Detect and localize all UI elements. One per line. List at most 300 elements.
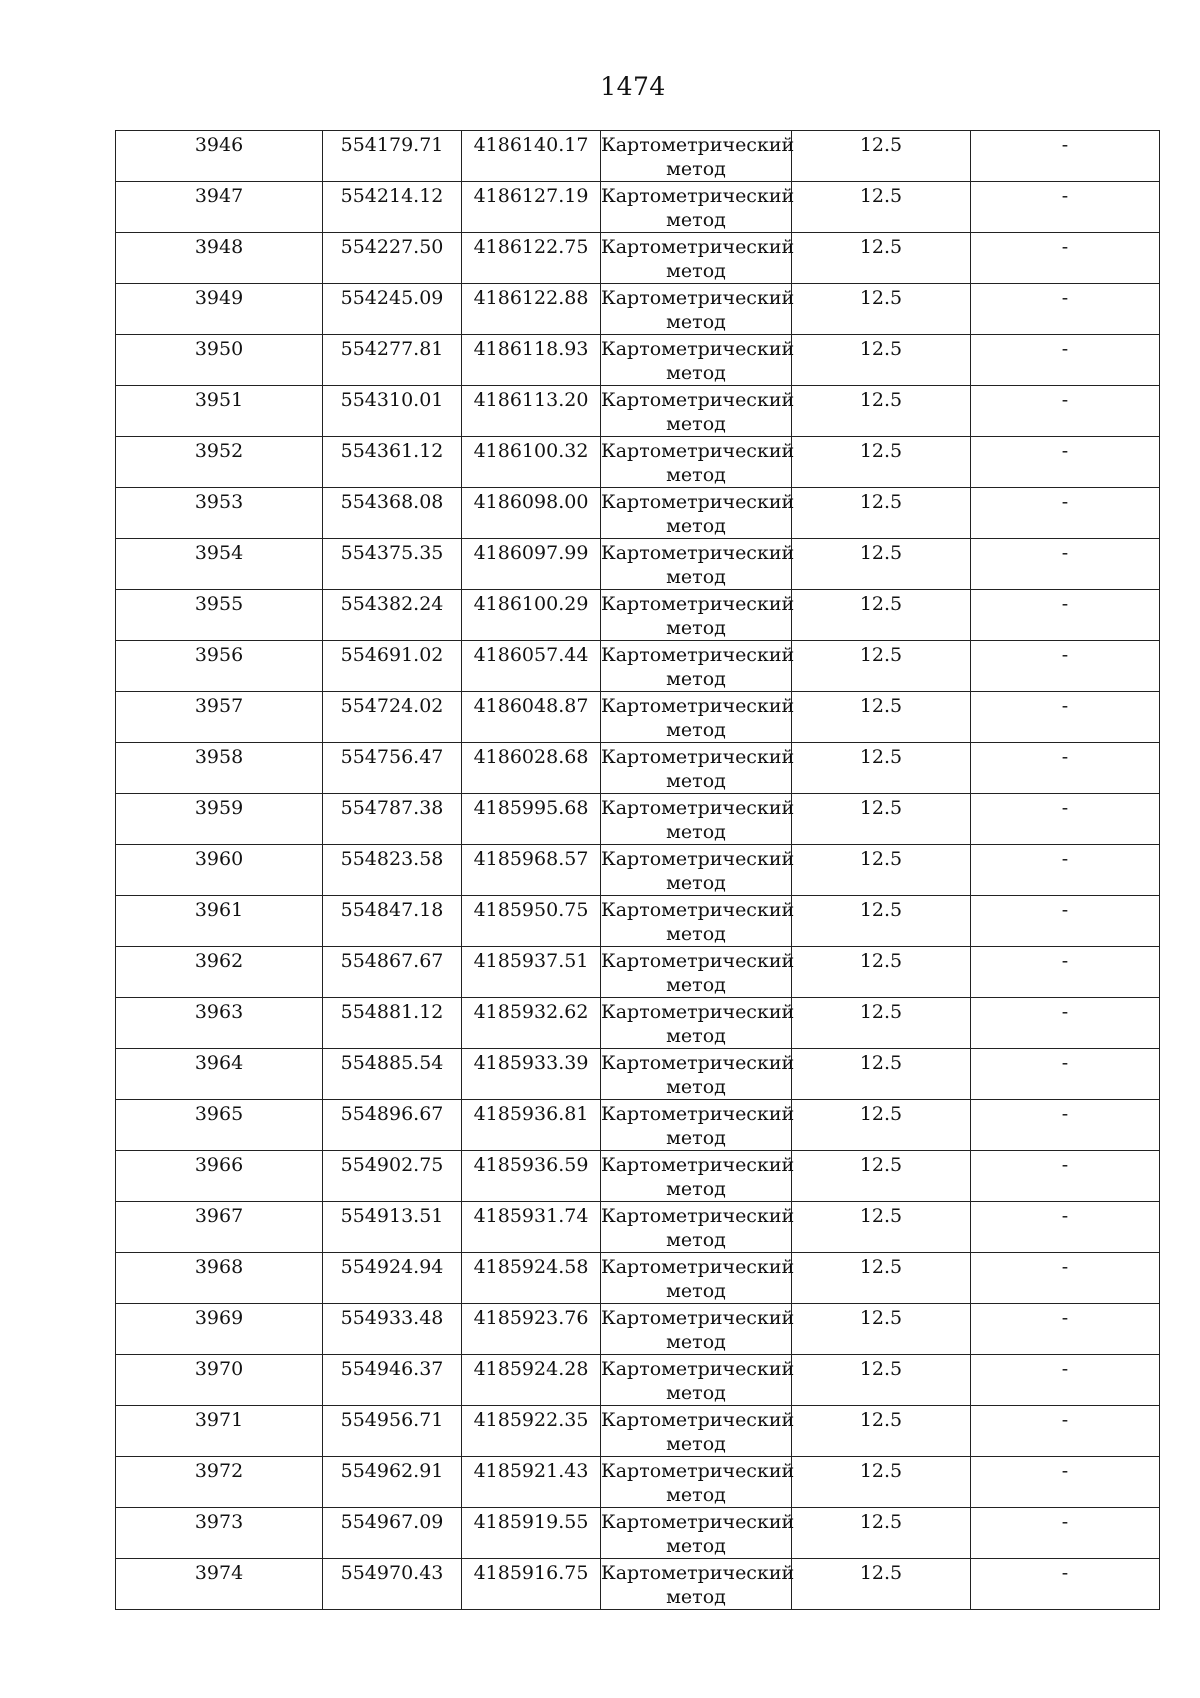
method-text bbox=[601, 1100, 795, 1150]
method-line-2: метод bbox=[666, 668, 726, 690]
y-coordinate: 4185924.58 bbox=[473, 1256, 589, 1278]
y-coordinate: 4185916.75 bbox=[473, 1562, 589, 1584]
y-coordinate: 4186122.88 bbox=[473, 287, 589, 309]
method-text bbox=[601, 1406, 795, 1456]
accuracy-cell bbox=[792, 1406, 971, 1457]
method-cell bbox=[601, 1457, 795, 1508]
accuracy-value: 12.5 bbox=[859, 797, 903, 819]
point-number: 3970 bbox=[194, 1358, 244, 1380]
x-coordinate: 554179.71 bbox=[340, 134, 444, 156]
note-value: - bbox=[1061, 491, 1069, 513]
point-number-cell bbox=[116, 335, 323, 386]
y-coordinate-cell bbox=[462, 335, 601, 386]
point-number: 3955 bbox=[194, 593, 244, 615]
method-cell bbox=[601, 845, 795, 896]
method-line-2: метод bbox=[666, 1535, 726, 1557]
method-line-2: метод bbox=[666, 209, 726, 231]
note-cell bbox=[971, 1406, 1160, 1457]
note-cell bbox=[971, 1304, 1160, 1355]
point-number: 3965 bbox=[194, 1103, 244, 1125]
accuracy-cell bbox=[792, 539, 971, 590]
x-coordinate-cell bbox=[323, 1151, 462, 1202]
method-line-2: метод bbox=[666, 1025, 726, 1047]
note-value: - bbox=[1061, 644, 1069, 666]
method-line-1: Картометрический bbox=[601, 491, 795, 513]
accuracy-value: 12.5 bbox=[859, 1001, 903, 1023]
y-coordinate: 4185921.43 bbox=[473, 1460, 589, 1482]
method-line-1: Картометрический bbox=[601, 389, 795, 411]
note-cell bbox=[971, 1202, 1160, 1253]
point-number-cell bbox=[116, 1202, 323, 1253]
method-line-1: Картометрический bbox=[601, 848, 795, 870]
accuracy-cell bbox=[792, 692, 971, 743]
note-value: - bbox=[1061, 1205, 1069, 1227]
note-value: - bbox=[1061, 1052, 1069, 1074]
table-row bbox=[116, 590, 1160, 641]
method-text bbox=[601, 233, 795, 283]
accuracy-value: 12.5 bbox=[859, 644, 903, 666]
accuracy-cell bbox=[792, 743, 971, 794]
table-row bbox=[116, 1253, 1160, 1304]
note-cell bbox=[971, 998, 1160, 1049]
note-value: - bbox=[1061, 797, 1069, 819]
accuracy-value: 12.5 bbox=[859, 1511, 903, 1533]
point-number: 3972 bbox=[194, 1460, 244, 1482]
accuracy-value: 12.5 bbox=[859, 134, 903, 156]
x-coordinate: 554756.47 bbox=[340, 746, 444, 768]
table-row bbox=[116, 284, 1160, 335]
method-line-2: метод bbox=[666, 770, 726, 792]
accuracy-cell bbox=[792, 1457, 971, 1508]
note-value: - bbox=[1061, 1460, 1069, 1482]
method-cell bbox=[601, 386, 795, 437]
table-row bbox=[116, 233, 1160, 284]
note-cell bbox=[971, 1049, 1160, 1100]
method-line-2: метод bbox=[666, 1484, 726, 1506]
method-cell bbox=[601, 794, 795, 845]
method-text bbox=[601, 386, 795, 436]
point-number: 3974 bbox=[194, 1562, 244, 1584]
method-text bbox=[601, 998, 795, 1048]
table-row bbox=[116, 1508, 1160, 1559]
method-cell bbox=[601, 947, 795, 998]
method-text bbox=[601, 488, 795, 538]
y-coordinate: 4186057.44 bbox=[473, 644, 589, 666]
method-line-1: Картометрический bbox=[601, 1154, 795, 1176]
point-number: 3953 bbox=[194, 491, 244, 513]
note-value: - bbox=[1061, 1358, 1069, 1380]
table-row bbox=[116, 1100, 1160, 1151]
table-row bbox=[116, 335, 1160, 386]
method-cell bbox=[601, 1049, 795, 1100]
note-value: - bbox=[1061, 1307, 1069, 1329]
note-cell bbox=[971, 947, 1160, 998]
method-line-2: метод bbox=[666, 362, 726, 384]
note-value: - bbox=[1061, 746, 1069, 768]
y-coordinate-cell bbox=[462, 743, 601, 794]
point-number-cell bbox=[116, 794, 323, 845]
accuracy-cell bbox=[792, 1202, 971, 1253]
table-row bbox=[116, 488, 1160, 539]
method-cell bbox=[601, 539, 795, 590]
y-coordinate-cell bbox=[462, 1508, 601, 1559]
x-coordinate: 554962.91 bbox=[340, 1460, 444, 1482]
note-value: - bbox=[1061, 338, 1069, 360]
table-row bbox=[116, 539, 1160, 590]
accuracy-value: 12.5 bbox=[859, 593, 903, 615]
method-text bbox=[601, 1151, 795, 1201]
accuracy-cell bbox=[792, 233, 971, 284]
note-cell bbox=[971, 131, 1160, 182]
y-coordinate-cell bbox=[462, 1151, 601, 1202]
method-text bbox=[601, 131, 795, 181]
point-number-cell bbox=[116, 1100, 323, 1151]
table-row bbox=[116, 947, 1160, 998]
note-value: - bbox=[1061, 134, 1069, 156]
method-line-1: Картометрический bbox=[601, 1307, 795, 1329]
method-text bbox=[601, 641, 795, 691]
note-value: - bbox=[1061, 593, 1069, 615]
y-coordinate-cell bbox=[462, 947, 601, 998]
point-number: 3949 bbox=[194, 287, 244, 309]
table-row bbox=[116, 794, 1160, 845]
method-line-2: метод bbox=[666, 464, 726, 486]
point-number-cell bbox=[116, 284, 323, 335]
accuracy-value: 12.5 bbox=[859, 491, 903, 513]
x-coordinate: 554924.94 bbox=[340, 1256, 444, 1278]
method-line-2: метод bbox=[666, 1433, 726, 1455]
method-text bbox=[601, 896, 795, 946]
method-cell bbox=[601, 1406, 795, 1457]
x-coordinate-cell bbox=[323, 1202, 462, 1253]
method-line-2: метод bbox=[666, 515, 726, 537]
accuracy-value: 12.5 bbox=[859, 236, 903, 258]
x-coordinate: 554277.81 bbox=[340, 338, 444, 360]
y-coordinate: 4185950.75 bbox=[473, 899, 589, 921]
point-number-cell bbox=[116, 1151, 323, 1202]
note-cell bbox=[971, 692, 1160, 743]
point-number-cell bbox=[116, 131, 323, 182]
method-cell bbox=[601, 743, 795, 794]
note-value: - bbox=[1061, 236, 1069, 258]
note-cell bbox=[971, 590, 1160, 641]
point-number: 3964 bbox=[194, 1052, 244, 1074]
method-line-2: метод bbox=[666, 566, 726, 588]
method-cell bbox=[601, 1508, 795, 1559]
note-value: - bbox=[1061, 440, 1069, 462]
method-line-1: Картометрический bbox=[601, 797, 795, 819]
y-coordinate: 4185919.55 bbox=[473, 1511, 589, 1533]
point-number: 3961 bbox=[194, 899, 244, 921]
method-text bbox=[601, 590, 795, 640]
y-coordinate: 4186100.32 bbox=[473, 440, 589, 462]
note-cell bbox=[971, 1151, 1160, 1202]
y-coordinate-cell bbox=[462, 386, 601, 437]
y-coordinate: 4186100.29 bbox=[473, 593, 589, 615]
x-coordinate: 554902.75 bbox=[340, 1154, 444, 1176]
method-line-2: метод bbox=[666, 1331, 726, 1353]
note-cell bbox=[971, 896, 1160, 947]
x-coordinate: 554691.02 bbox=[340, 644, 444, 666]
accuracy-value: 12.5 bbox=[859, 1562, 903, 1584]
table-row bbox=[116, 1559, 1160, 1610]
y-coordinate: 4185968.57 bbox=[473, 848, 589, 870]
method-line-2: метод bbox=[666, 719, 726, 741]
point-number-cell bbox=[116, 845, 323, 896]
accuracy-value: 12.5 bbox=[859, 1460, 903, 1482]
method-cell bbox=[601, 1100, 795, 1151]
accuracy-cell bbox=[792, 182, 971, 233]
y-coordinate-cell bbox=[462, 998, 601, 1049]
method-cell bbox=[601, 692, 795, 743]
x-coordinate: 554970.43 bbox=[340, 1562, 444, 1584]
y-coordinate-cell bbox=[462, 590, 601, 641]
accuracy-value: 12.5 bbox=[859, 1256, 903, 1278]
accuracy-cell bbox=[792, 284, 971, 335]
point-number: 3952 bbox=[194, 440, 244, 462]
note-value: - bbox=[1061, 1256, 1069, 1278]
y-coordinate-cell bbox=[462, 794, 601, 845]
x-coordinate: 554724.02 bbox=[340, 695, 444, 717]
point-number: 3966 bbox=[194, 1154, 244, 1176]
x-coordinate-cell bbox=[323, 1457, 462, 1508]
y-coordinate-cell bbox=[462, 437, 601, 488]
note-value: - bbox=[1061, 1154, 1069, 1176]
x-coordinate: 554896.67 bbox=[340, 1103, 444, 1125]
point-number: 3969 bbox=[194, 1307, 244, 1329]
x-coordinate: 554214.12 bbox=[340, 185, 444, 207]
note-cell bbox=[971, 743, 1160, 794]
note-cell bbox=[971, 335, 1160, 386]
x-coordinate-cell bbox=[323, 1304, 462, 1355]
method-text bbox=[601, 182, 795, 232]
method-text bbox=[601, 284, 795, 334]
method-line-2: метод bbox=[666, 158, 726, 180]
table-row bbox=[116, 182, 1160, 233]
method-line-1: Картометрический bbox=[601, 1103, 795, 1125]
x-coordinate-cell bbox=[323, 896, 462, 947]
method-line-1: Картометрический bbox=[601, 1205, 795, 1227]
x-coordinate-cell bbox=[323, 1355, 462, 1406]
point-number-cell bbox=[116, 1508, 323, 1559]
method-line-1: Картометрический bbox=[601, 1409, 795, 1431]
method-text bbox=[601, 1202, 795, 1252]
point-number: 3951 bbox=[194, 389, 244, 411]
point-number: 3968 bbox=[194, 1256, 244, 1278]
note-value: - bbox=[1061, 1409, 1069, 1431]
point-number-cell bbox=[116, 1355, 323, 1406]
y-coordinate-cell bbox=[462, 1100, 601, 1151]
x-coordinate-cell bbox=[323, 131, 462, 182]
point-number-cell bbox=[116, 233, 323, 284]
accuracy-value: 12.5 bbox=[859, 185, 903, 207]
accuracy-value: 12.5 bbox=[859, 389, 903, 411]
point-number-cell bbox=[116, 1304, 323, 1355]
x-coordinate: 554885.54 bbox=[340, 1052, 444, 1074]
accuracy-cell bbox=[792, 998, 971, 1049]
accuracy-cell bbox=[792, 386, 971, 437]
y-coordinate-cell bbox=[462, 1457, 601, 1508]
point-number: 3948 bbox=[194, 236, 244, 258]
accuracy-cell bbox=[792, 590, 971, 641]
method-cell bbox=[601, 896, 795, 947]
method-cell bbox=[601, 1355, 795, 1406]
x-coordinate-cell bbox=[323, 488, 462, 539]
note-cell bbox=[971, 182, 1160, 233]
x-coordinate-cell bbox=[323, 1406, 462, 1457]
note-cell bbox=[971, 1100, 1160, 1151]
y-coordinate: 4185937.51 bbox=[473, 950, 589, 972]
accuracy-cell bbox=[792, 641, 971, 692]
method-line-1: Картометрический bbox=[601, 695, 795, 717]
method-text bbox=[601, 1304, 795, 1354]
point-number-cell bbox=[116, 1253, 323, 1304]
point-number-cell bbox=[116, 998, 323, 1049]
method-line-2: метод bbox=[666, 311, 726, 333]
coordinates-table bbox=[115, 130, 1160, 1610]
y-coordinate: 4186113.20 bbox=[473, 389, 589, 411]
note-cell bbox=[971, 794, 1160, 845]
point-number-cell bbox=[116, 182, 323, 233]
point-number: 3971 bbox=[194, 1409, 244, 1431]
y-coordinate: 4185924.28 bbox=[473, 1358, 589, 1380]
method-text bbox=[601, 794, 795, 844]
y-coordinate-cell bbox=[462, 1049, 601, 1100]
point-number: 3959 bbox=[194, 797, 244, 819]
note-value: - bbox=[1061, 899, 1069, 921]
accuracy-value: 12.5 bbox=[859, 1409, 903, 1431]
method-line-1: Картометрический bbox=[601, 1358, 795, 1380]
method-cell bbox=[601, 488, 795, 539]
y-coordinate-cell bbox=[462, 131, 601, 182]
point-number: 3947 bbox=[194, 185, 244, 207]
y-coordinate-cell bbox=[462, 1202, 601, 1253]
table-row bbox=[116, 998, 1160, 1049]
accuracy-value: 12.5 bbox=[859, 1154, 903, 1176]
point-number-cell bbox=[116, 947, 323, 998]
accuracy-cell bbox=[792, 794, 971, 845]
accuracy-value: 12.5 bbox=[859, 746, 903, 768]
x-coordinate-cell bbox=[323, 539, 462, 590]
method-text bbox=[601, 1559, 795, 1609]
method-text bbox=[601, 437, 795, 487]
point-number-cell bbox=[116, 641, 323, 692]
note-value: - bbox=[1061, 542, 1069, 564]
method-line-2: метод bbox=[666, 1076, 726, 1098]
note-value: - bbox=[1061, 848, 1069, 870]
x-coordinate-cell bbox=[323, 437, 462, 488]
accuracy-value: 12.5 bbox=[859, 1358, 903, 1380]
point-number-cell bbox=[116, 1049, 323, 1100]
note-value: - bbox=[1061, 950, 1069, 972]
accuracy-cell bbox=[792, 1355, 971, 1406]
x-coordinate-cell bbox=[323, 947, 462, 998]
y-coordinate: 4186097.99 bbox=[473, 542, 589, 564]
method-line-1: Картометрический bbox=[601, 746, 795, 768]
note-value: - bbox=[1061, 389, 1069, 411]
method-line-1: Картометрический bbox=[601, 950, 795, 972]
method-line-1: Картометрический bbox=[601, 338, 795, 360]
note-cell bbox=[971, 1355, 1160, 1406]
table-row bbox=[116, 131, 1160, 182]
method-line-1: Картометрический bbox=[601, 185, 795, 207]
x-coordinate: 554310.01 bbox=[340, 389, 444, 411]
x-coordinate-cell bbox=[323, 1253, 462, 1304]
method-text bbox=[601, 1457, 795, 1507]
point-number-cell bbox=[116, 896, 323, 947]
x-coordinate-cell bbox=[323, 335, 462, 386]
method-line-1: Картометрический bbox=[601, 542, 795, 564]
method-line-2: метод bbox=[666, 260, 726, 282]
method-line-1: Картометрический bbox=[601, 1052, 795, 1074]
note-cell bbox=[971, 284, 1160, 335]
table-row bbox=[116, 1202, 1160, 1253]
accuracy-cell bbox=[792, 845, 971, 896]
method-cell bbox=[601, 437, 795, 488]
x-coordinate: 554382.24 bbox=[340, 593, 444, 615]
method-line-2: метод bbox=[666, 617, 726, 639]
method-line-2: метод bbox=[666, 1586, 726, 1608]
y-coordinate-cell bbox=[462, 641, 601, 692]
accuracy-cell bbox=[792, 131, 971, 182]
method-text bbox=[601, 743, 795, 793]
accuracy-value: 12.5 bbox=[859, 848, 903, 870]
point-number-cell bbox=[116, 590, 323, 641]
table-row bbox=[116, 437, 1160, 488]
x-coordinate-cell bbox=[323, 284, 462, 335]
table-row bbox=[116, 1355, 1160, 1406]
table-row bbox=[116, 641, 1160, 692]
y-coordinate-cell bbox=[462, 896, 601, 947]
accuracy-cell bbox=[792, 1100, 971, 1151]
x-coordinate-cell bbox=[323, 998, 462, 1049]
note-cell bbox=[971, 641, 1160, 692]
method-line-1: Картометрический bbox=[601, 1256, 795, 1278]
note-cell bbox=[971, 1508, 1160, 1559]
x-coordinate: 554933.48 bbox=[340, 1307, 444, 1329]
method-line-1: Картометрический bbox=[601, 236, 795, 258]
accuracy-cell bbox=[792, 1151, 971, 1202]
method-line-1: Картометрический bbox=[601, 1511, 795, 1533]
point-number: 3950 bbox=[194, 338, 244, 360]
point-number: 3967 bbox=[194, 1205, 244, 1227]
x-coordinate: 554847.18 bbox=[340, 899, 444, 921]
x-coordinate-cell bbox=[323, 386, 462, 437]
table-row bbox=[116, 845, 1160, 896]
x-coordinate: 554368.08 bbox=[340, 491, 444, 513]
y-coordinate: 4185922.35 bbox=[473, 1409, 589, 1431]
y-coordinate: 4185933.39 bbox=[473, 1052, 589, 1074]
x-coordinate-cell bbox=[323, 1100, 462, 1151]
point-number: 3963 bbox=[194, 1001, 244, 1023]
y-coordinate-cell bbox=[462, 1304, 601, 1355]
method-line-2: метод bbox=[666, 974, 726, 996]
method-cell bbox=[601, 131, 795, 182]
method-line-1: Картометрический bbox=[601, 1001, 795, 1023]
y-coordinate: 4185936.59 bbox=[473, 1154, 589, 1176]
y-coordinate-cell bbox=[462, 539, 601, 590]
y-coordinate-cell bbox=[462, 233, 601, 284]
x-coordinate-cell bbox=[323, 845, 462, 896]
method-text bbox=[601, 1508, 795, 1558]
method-cell bbox=[601, 1559, 795, 1610]
x-coordinate: 554361.12 bbox=[340, 440, 444, 462]
method-line-2: метод bbox=[666, 1178, 726, 1200]
point-number: 3946 bbox=[194, 134, 244, 156]
method-line-2: метод bbox=[666, 1127, 726, 1149]
point-number: 3954 bbox=[194, 542, 244, 564]
point-number-cell bbox=[116, 539, 323, 590]
